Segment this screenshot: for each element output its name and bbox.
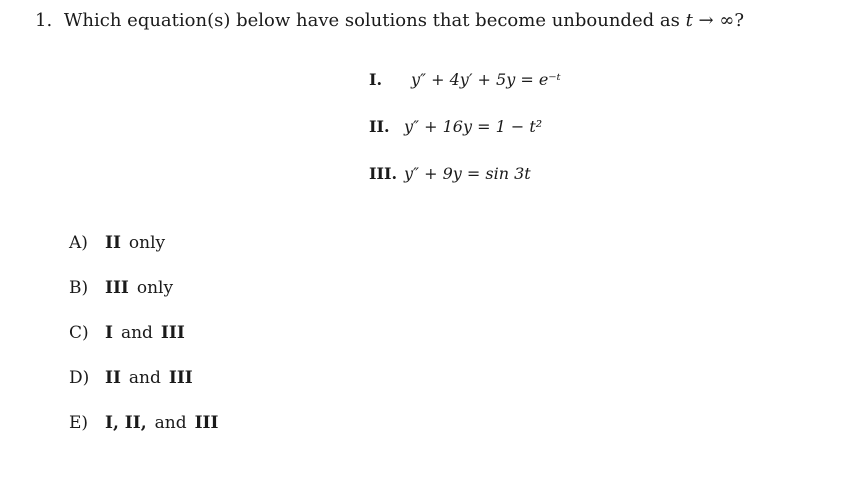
choice-b[interactable] [69, 278, 218, 323]
question-number: 1. [35, 10, 53, 31]
choice-c[interactable] [69, 323, 218, 368]
question-body: Which equation(s) below have solutions that become unbounded as [63, 10, 680, 31]
equation-list [369, 70, 561, 211]
choice-word: only [128, 233, 166, 253]
equation-expression: y″ + 9y = sin 3t [404, 164, 531, 183]
choice-letter: A) [69, 233, 88, 253]
choice-text [105, 233, 165, 253]
question-text [35, 10, 744, 31]
question-end: ? [734, 10, 744, 31]
choice-word: only [136, 278, 174, 298]
choice-letter: D) [69, 368, 90, 388]
answer-choices [69, 233, 218, 458]
choice-e[interactable] [69, 413, 218, 458]
choice-roman: III [194, 413, 219, 433]
choice-text [105, 368, 193, 388]
equation-row-1 [369, 70, 561, 117]
equation-row-3 [369, 164, 561, 211]
question-limit: t → ∞ [685, 10, 735, 31]
choice-roman: III [160, 323, 185, 343]
choice-roman: I, II, [105, 413, 147, 433]
choice-word: and [120, 323, 153, 343]
equation-row-2 [369, 117, 561, 164]
equation-label: III. [369, 164, 398, 183]
choice-roman: III [105, 278, 129, 298]
choice-roman: III [168, 368, 193, 388]
choice-word: and [154, 413, 187, 433]
choice-roman: II [105, 233, 121, 253]
choice-a[interactable] [69, 233, 218, 278]
choice-letter: E) [69, 413, 89, 433]
choice-roman: II [105, 368, 121, 388]
choice-text [105, 323, 185, 343]
choice-word: and [128, 368, 161, 388]
equation-expression: y″ + 4y′ + 5y = e⁻ᵗ [411, 70, 561, 89]
equation-label: II. [369, 117, 390, 136]
choice-letter: B) [69, 278, 89, 298]
choice-text [105, 413, 218, 433]
choice-text [105, 278, 173, 298]
choice-d[interactable] [69, 368, 218, 413]
equation-expression: y″ + 16y = 1 − t² [404, 117, 543, 136]
equation-label: I. [369, 70, 383, 89]
choice-roman: I [105, 323, 113, 343]
choice-letter: C) [69, 323, 89, 343]
